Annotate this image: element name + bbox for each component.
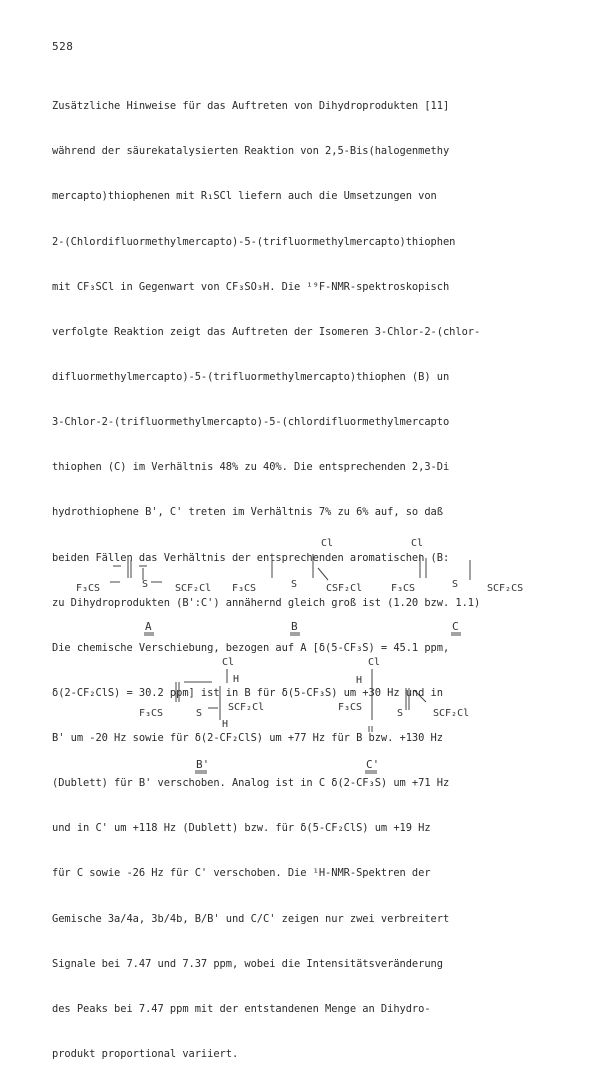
structure-b-prime [139, 657, 264, 773]
structure-a-left-group: F₃CS [76, 583, 101, 594]
structure-b-right-group: CSF₂Cl [326, 583, 363, 594]
structure-a-ring-sulfur: S [142, 579, 149, 590]
structures-svg [0, 520, 593, 820]
structure-b-label: B [291, 620, 298, 633]
paragraph-line: (Dublett) für B' verschoben. Analog ist in C δ(2-CF₃S) um +71 Hz [52, 777, 450, 790]
structure-b-prime-ring-sulfur: S [196, 708, 203, 719]
paragraph-line: Signale bei 7.47 und 7.37 ppm, wobei die Intensitätsveränderung [52, 957, 443, 970]
structure-b-ring-sulfur: S [291, 579, 298, 590]
paragraph-line: produkt proportional variiert. [52, 1048, 239, 1061]
structure-c [391, 538, 523, 635]
paragraph-line: B' um -20 Hz sowie für δ(2-CF₂ClS) um +77 Hz für B bzw. +130 Hz [52, 732, 443, 745]
paragraph-line: hydrothiophene B', C' treten im Verhältnis 7% zu 6% auf, so daß [52, 506, 443, 519]
structure-b-left-group: F₃CS [232, 583, 257, 594]
paragraph-line: difluormethylmercapto)-5-(trifluormethylmercapto)thiophen (B) un [52, 370, 450, 383]
paragraph-line: zu Dihydroprodukten (B':C') annähernd gleich groß ist (1.20 bzw. 1.1) [52, 596, 481, 609]
paragraph-line: beiden Fällen das Verhältnis der entsprechenden aromatischen (B: [52, 551, 450, 564]
structure-b-prime-h-upper: H [233, 674, 240, 685]
paragraph-line: des Peaks bei 7.47 ppm mit der entstandenen Menge an Dihydro- [52, 1002, 431, 1015]
paragraph-line: mercapto)thiophenen mit R₁SCl liefern auch die Umsetzungen von [52, 190, 437, 203]
paragraph-line: Zusätzliche Hinweise für das Auftreten von Dihydroprodukten [11] [52, 100, 450, 113]
paragraph-line: mit CF₃SCl in Gegenwart von CF₃SO₃H. Die ¹⁹F-NMR-spektroskopisch [52, 280, 450, 293]
structure-c-prime-label: C' [366, 758, 380, 771]
paragraph-line: und in C' um +118 Hz (Dublett) bzw. für δ(5-CF₂ClS) um +19 Hz [52, 822, 431, 835]
structure-c-prime-h: H [356, 675, 363, 686]
structure-b-prime-label: B' [196, 758, 210, 771]
structure-b-prime-h-lower: H [222, 719, 229, 730]
paragraph-line: während der säurekatalysierten Reaktion von 2,5-Bis(halogenmethy [52, 145, 450, 158]
structure-b-prime-left-group: F₃CS [139, 708, 164, 719]
paragraph-line: für C sowie -26 Hz für C' verschoben. Die ¹H-NMR-Spektren der [52, 867, 431, 880]
structure-c-prime-chloro: Cl [368, 657, 381, 668]
bond-line [414, 690, 426, 702]
structure-b-prime-right-group: SCF₂Cl [228, 702, 265, 713]
structure-c-prime-right-group: SCF₂Cl [433, 708, 470, 719]
structure-c-chloro: Cl [411, 538, 424, 549]
paragraph-line: δ(2-CF₂ClS) = 30.2 ppm] ist in B für δ(5-CF₃S) um +30 Hz und in [52, 686, 443, 699]
paragraph-line: 3-Chlor-2-(trifluormethylmercapto)-5-(chlordifluormethylmercapto [52, 416, 450, 429]
structure-b [232, 538, 362, 635]
structure-a-label: A [145, 620, 152, 633]
structure-c-ring-sulfur: S [452, 579, 459, 590]
page-number: 528 [52, 40, 74, 53]
structure-c-label: C [452, 620, 459, 633]
structure-b-chloro: Cl [321, 538, 334, 549]
bond-line [318, 568, 328, 580]
structure-a [76, 560, 211, 635]
chemical-structures [0, 520, 593, 820]
structure-c-left-group: F₃CS [391, 583, 416, 594]
paragraph-line: 2-(Chlordifluormethylmercapto)-5-(trifluormethylmercapto)thiophen [52, 235, 456, 248]
structure-c-prime-left-group: F₃CS [338, 702, 363, 713]
paragraph-line: Die chemische Verschiebung, bezogen auf A [δ(5-CF₃S) = 45.1 ppm, [52, 641, 450, 654]
paragraph-line: Gemische 3a/4a, 3b/4b, B/B' und C/C' zeigen nur zwei verbreitert [52, 912, 450, 925]
structure-c-prime-ring-sulfur: S [397, 708, 404, 719]
paragraph-line: thiophen (C) im Verhältnis 48% zu 40%. Die entsprechenden 2,3-Di [52, 461, 450, 474]
structure-c-right-group: SCF₂CS [487, 583, 524, 594]
structure-b-prime-chloro: Cl [222, 657, 235, 668]
paragraph-line: verfolgte Reaktion zeigt das Auftreten der Isomeren 3-Chlor-2-(chlor- [52, 325, 481, 338]
structure-c-prime [338, 657, 469, 773]
structure-a-right-group: SCF₂Cl [175, 583, 212, 594]
